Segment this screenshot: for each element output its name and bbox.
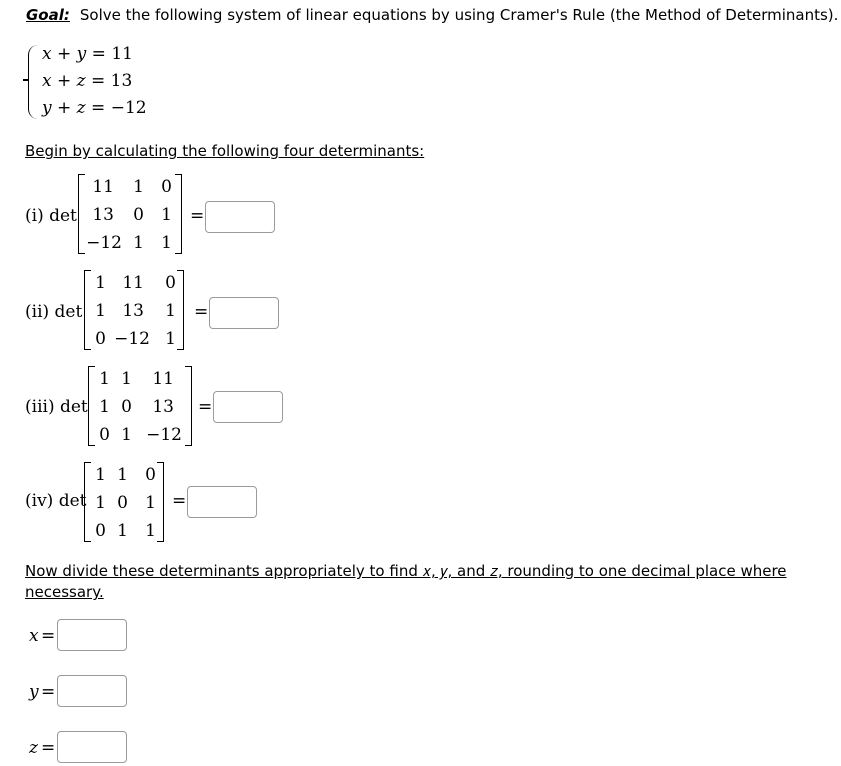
equation-3: y + z = −12 [42,98,147,118]
equation-2: x + z = 13 [42,71,133,91]
solution-y-equals: = [41,682,56,702]
solution-y-input[interactable] [57,675,127,707]
solution-x-input[interactable] [57,619,127,651]
det-4-equals: = [172,491,187,511]
det-3-label: (iii) det [25,397,88,417]
solution-z-equals: = [41,738,56,758]
goal-label: Goal: [26,6,70,24]
det-1-label: (i) det [25,206,77,226]
goal-statement [26,6,838,24]
solution-y-label: y [29,682,39,702]
det-2-matrix: 1 11 0 1 13 1 0 −12 1 [84,270,184,350]
solution-x-equals: = [41,626,56,646]
det-2-label: (ii) det [25,302,83,322]
det-3-answer-input[interactable] [213,391,283,423]
instruction-step1: Begin by calculating the following four determinants: [25,142,425,160]
det-3-equals: = [198,397,213,417]
det-2-answer-input[interactable] [209,297,279,329]
det-3-matrix: 1 1 11 1 0 13 0 1 −12 [88,366,192,446]
solution-z-input[interactable] [57,731,127,763]
det-1-equals: = [190,206,205,226]
instruction-step2: Now divide these determinants appropriately to find 𝑥, 𝑦, and 𝑧, rounding to one decimal place where necessary. [25,562,787,601]
det-4-matrix: 1 1 0 1 0 1 0 1 1 [84,462,164,542]
solution-x-label: x [29,626,39,646]
det-1-matrix: 11 1 0 13 0 1 −12 1 1 [78,174,182,254]
det-4-label: (iv) det [25,491,87,511]
det-1-answer-input[interactable] [205,201,275,233]
det-4-answer-input[interactable] [187,486,257,518]
equation-1: x + y = 11 [42,44,133,64]
solution-z-label: z [29,738,38,758]
det-2-equals: = [194,302,209,322]
system-brace [28,45,39,119]
goal-text: Solve the following system of linear equations by using Cramer's Rule (the Method of Determinants). [79,6,839,24]
